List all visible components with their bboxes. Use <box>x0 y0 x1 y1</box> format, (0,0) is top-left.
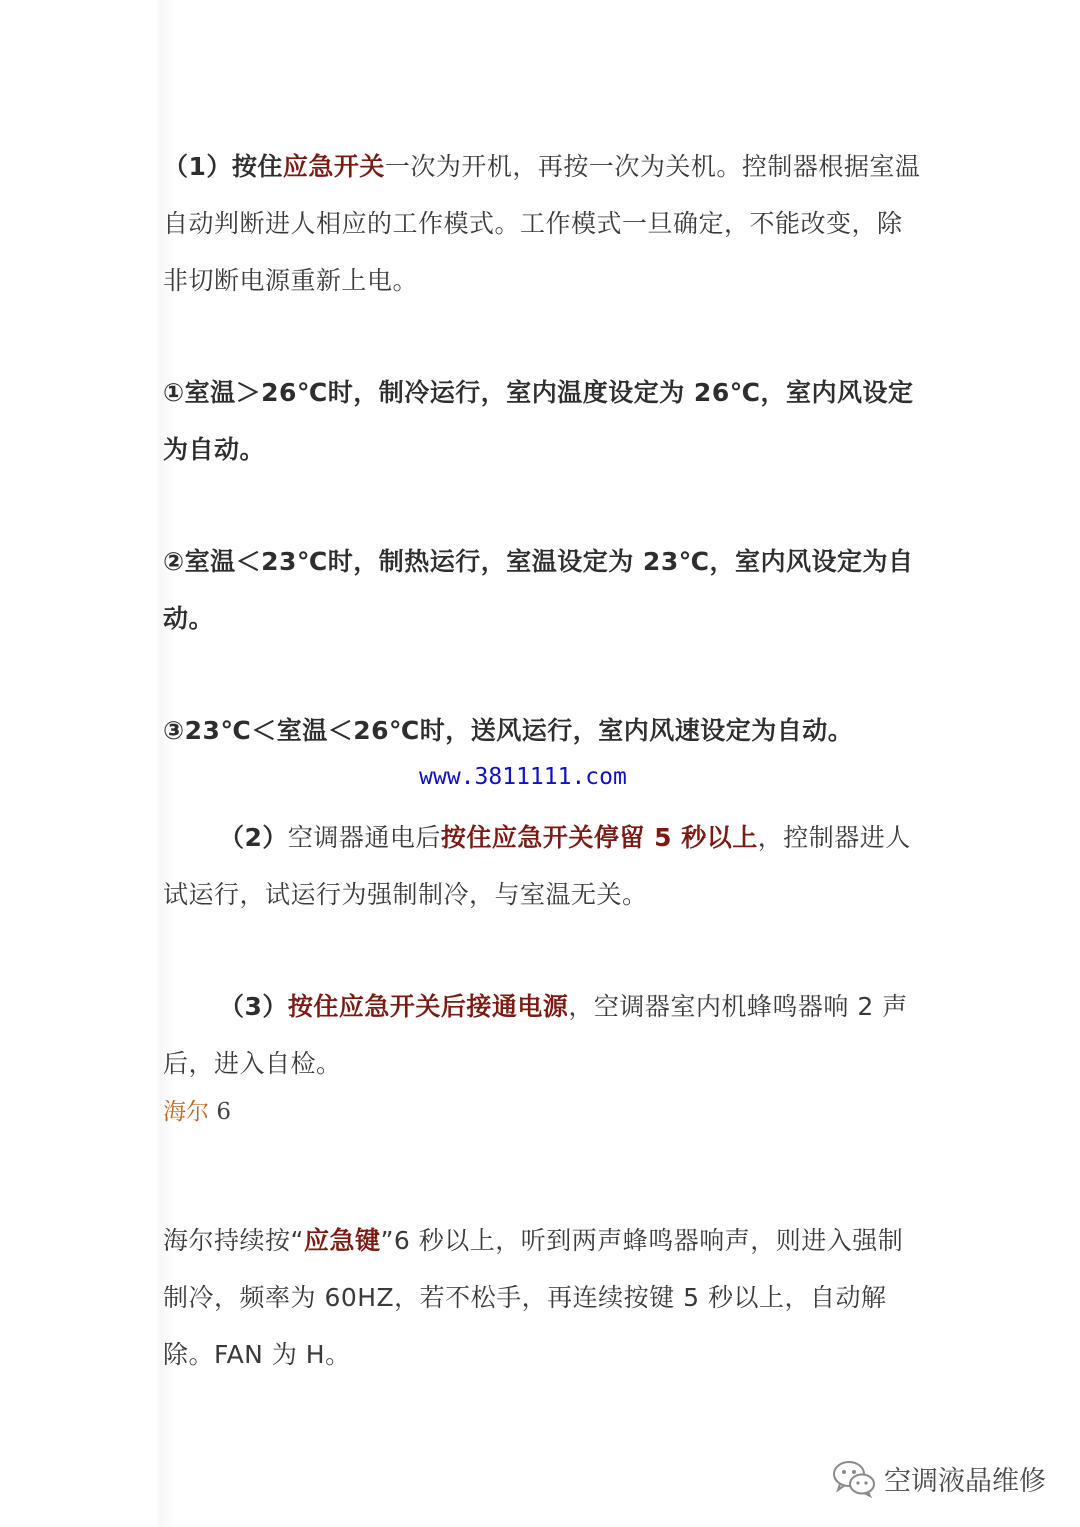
section-subhead <box>163 1092 923 1132</box>
paragraph-3 <box>163 978 923 1092</box>
paragraph-2-prefix: （2） <box>219 823 288 852</box>
subhead-number: 6 <box>216 1099 231 1125</box>
paragraph-1-highlight: 应急开关 <box>282 152 385 181</box>
wechat-watermark <box>832 1458 1046 1498</box>
item-between: ③23℃＜室温＜26℃时，送风运行，室内风速设定为自动。 <box>163 716 854 745</box>
paragraph-4-highlight: 应急键 <box>303 1226 381 1255</box>
paragraph-2-mid: 空调器通电后 <box>287 823 441 852</box>
paragraph-4 <box>163 1212 923 1383</box>
paragraph-4-text: ”6 秒以上，听到两声蜂鸣器响声，则进入强制制冷，频率为 60HZ，若不松手，再连续按键 5 秒以上，自动解除。FAN 为 H。 <box>163 1226 904 1369</box>
paragraph-1 <box>163 138 923 309</box>
paragraph-2 <box>163 809 923 923</box>
paragraph-1-text: 一次为开机，再按一次为关机。控制器根据室温自动判断进人相应的工作模式。工作模式一旦确定，不能改变，除非切断电源重新上电。 <box>163 152 921 295</box>
paragraph-1-prefix: （1）按住 <box>163 152 283 181</box>
item-above-26: ①室温＞26℃时，制冷运行，室内温度设定为 26℃，室内风设定为自动。 <box>163 378 914 464</box>
wechat-account-name: 空调液晶维修 <box>884 1465 1046 1497</box>
article-body <box>163 138 923 1383</box>
paragraph-2-highlight: 按住应急开关停留 5 秒以上 <box>440 823 758 852</box>
paragraph-4-prefix: 海尔持续按“ <box>163 1226 304 1255</box>
paragraph-3-highlight: 按住应急开关后接通电源 <box>287 992 569 1021</box>
watermark-url: www.3811111.com <box>419 764 627 790</box>
paragraph-3-prefix: （3） <box>219 992 288 1021</box>
subhead-brand: 海尔 <box>163 1099 209 1125</box>
paragraph-3-text: ，空调器室内机蜂鸣器响 2 声后，进入自检。 <box>163 992 908 1078</box>
wechat-icon <box>832 1458 876 1498</box>
paragraph-2-text: ，控制器进人试运行，试运行为强制制冷，与室温无关。 <box>163 823 911 909</box>
item-below-23: ②室温＜23℃时，制热运行，室温设定为 23℃，室内风设定为自动。 <box>163 547 914 633</box>
